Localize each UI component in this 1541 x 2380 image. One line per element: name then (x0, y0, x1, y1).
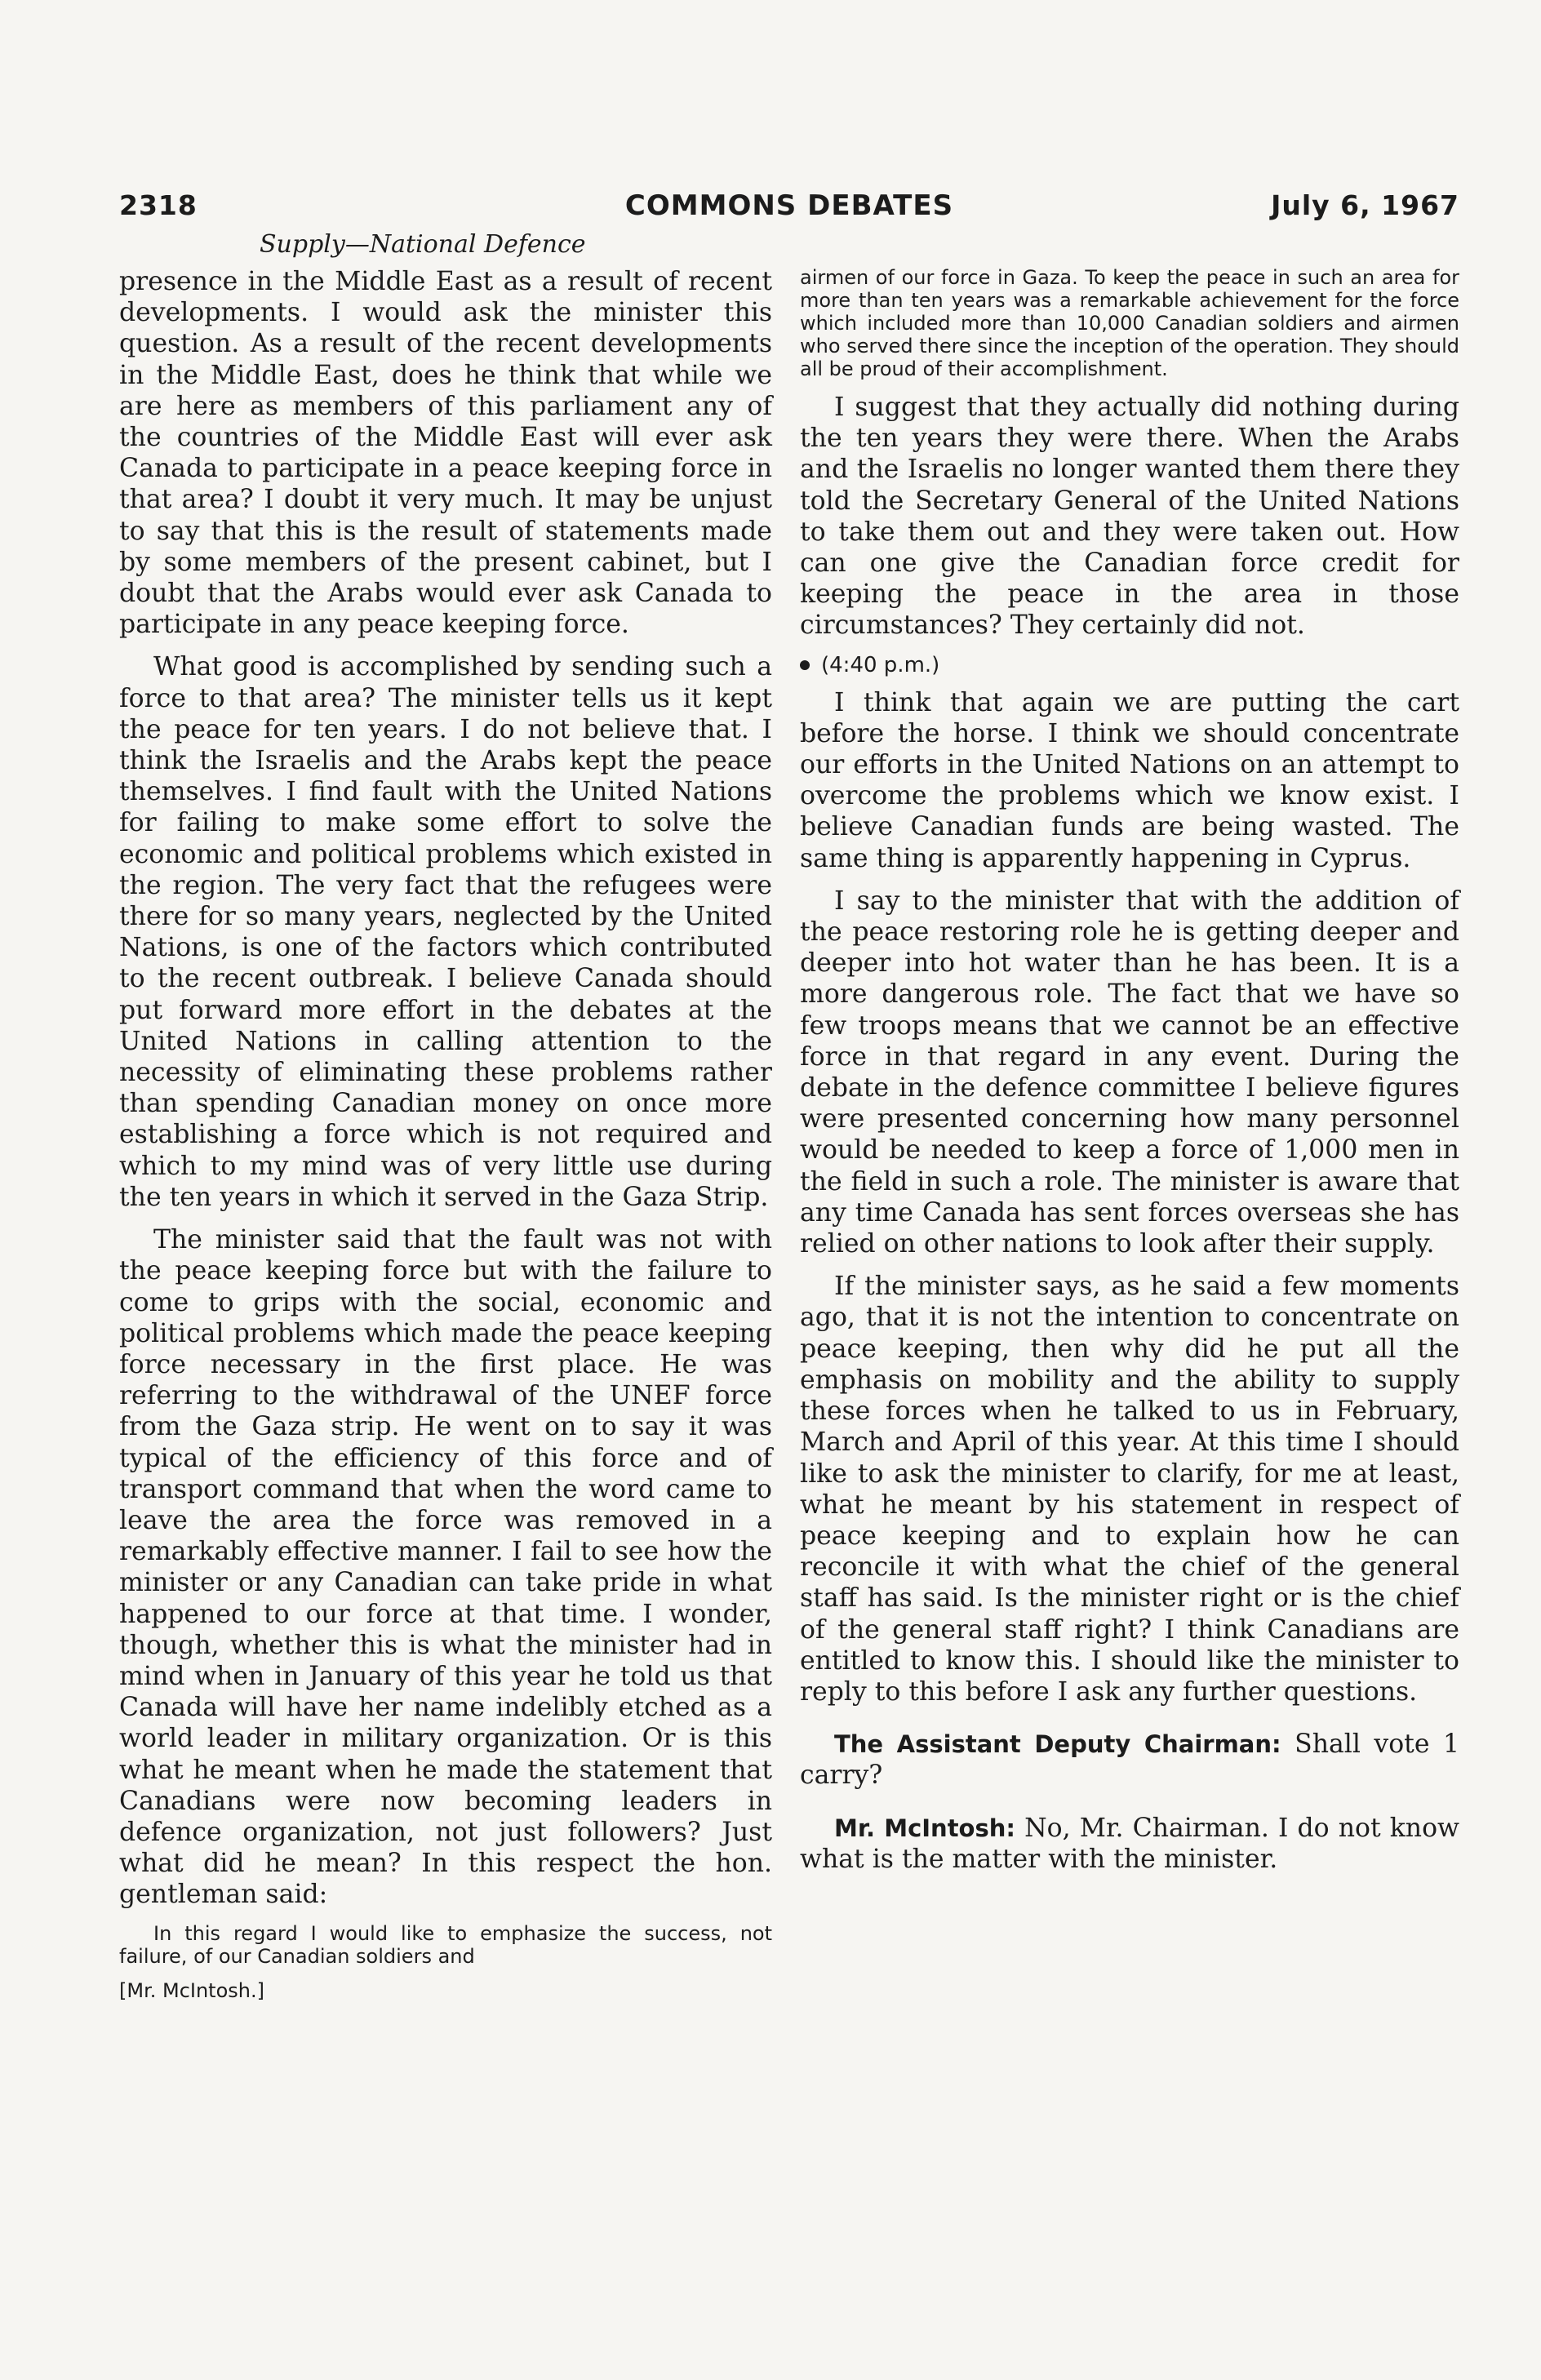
speaker-footer: [Mr. McIntosh.] (119, 1978, 264, 2002)
paragraph: The minister said that the fault was not with the peace keeping force but with the failure to come to grips with the social, economic and political problems which made the peace keeping force necessary in the first place. He was referring to the withdrawal of the UNEF force from the Gaza strip. He went on to say it was typical of the efficiency of this force and of transport command that when the word came to leave the area the force was removed in a remarkably effective manner. I fail to see how the minister or any Canadian can take pride in what happened to our force at that time. I wonder, though, whether this is what the minister had in mind when in January of this year he told us that Canada will have her name indelibly etched as a world leader in military organization. Or is this what he meant when he made the statement that Canadians were now becoming leaders in defence organization, not just followers? Just what did he mean? In this respect the hon. gentleman said: (119, 1225, 772, 1910)
running-header (119, 189, 1459, 227)
speaker-name: The Assistant Deputy Chairman: (834, 1730, 1281, 1759)
section-heading: Supply—National Defence (260, 230, 586, 259)
journal-title: COMMONS DEBATES (624, 189, 954, 222)
quoted-statement: In this regard I would like to emphasize the success, not failure, of our Canadian soldiers and (119, 1921, 772, 1968)
left-column (119, 266, 772, 2002)
page-number: 2318 (119, 189, 198, 221)
paragraph: I suggest that they actually did nothing during the ten years they were there. When the Arabs and the Israelis no longer wanted them there they told the Secretary General of the United Nations to take them out and they were taken out. How can one give the Canadian force credit for keeping the peace in the area in those circumstances? They certainly did not. (800, 393, 1459, 641)
issue-date: July 6, 1967 (1271, 189, 1459, 221)
paragraph: If the minister says, as he said a few moments ago, that it is not the intention to concentrate on peace keeping, then why did he put all the emphasis on mobility and the ability to supply these forces when he talked to us in February, March and April of this year. At this time I should like to ask the minister to clarify, for me at least, what he meant by his statement in respect of peace keeping and to explain how he can reconcile it with what the chief of the general staff has said. Is the minister right or is the chief of the general staff right? I think Canadians are entitled to know this. I should like the minister to reply to this before I ask any further questions. (800, 1272, 1459, 1707)
time-stamp (800, 651, 1459, 679)
exchange-line (800, 1813, 1459, 1875)
paragraph: What good is accomplished by sending such a force to that area? The minister tells us it kept the peace for ten years. I do not believe that. I think the Israelis and the Arabs kept the peace themselves. I find fault with the United Nations for failing to make some effort to solve the economic and political problems which existed in the region. The very fact that the refugees were there for so many years, neglected by the United Nations, is one of the factors which contributed to the recent outbreak. I believe Canada should put forward more effort in the debates at the United Nations in calling attention to the necessity of eliminating these problems rather than spending Canadian money on once more establishing a force which is not required and which to my mind was of very little use during the ten years in which it served in the Gaza Strip. (119, 652, 772, 1212)
bullet-icon (800, 660, 810, 670)
paragraph: presence in the Middle East as a result of recent developments. I would ask the minister this question. As a result of the recent developments in the Middle East, does he think that while we are here as members of this parliament any of the countries of the Middle East will ever ask Canada to participate in a peace keeping force in that area? I doubt it very much. It may be unjust to say that this is the result of statements made by some members of the present cabinet, but I doubt that the Arabs would ever ask Canada to participate in any peace keeping force. (119, 267, 772, 640)
quoted-statement-continued: airmen of our force in Gaza. To keep the peace in such an area for more than ten years was a remarkable achievement for the force which included more than 10,000 Canadian soldiers and airmen who served there since the inception of the operation. They should all be proud of their accomplishment. (800, 266, 1459, 380)
spoken-text: No, Mr. Chairman. I do not know what is the matter with the minister. (800, 1813, 1459, 1874)
spoken-text: Shall vote 1 carry? (800, 1729, 1459, 1791)
paragraph: I say to the minister that with the addition of the peace restoring role he is getting deeper and deeper into hot water than he has been. It is a more dangerous role. The fact that we have so few troops means that we cannot be an effective force in that regard in any event. During the debate in the defence committee I believe figures were presented concerning how many personnel would be needed to keep a force of 1,000 men in the field in such a role. The minister is aware that any time Canada has sent forces overseas she has relied on other nations to look after their supply. (800, 886, 1459, 1259)
right-column (800, 266, 1459, 1875)
paragraph: I think that again we are putting the cart before the horse. I think we should concentrate our efforts in the United Nations on an attempt to overcome the problems which we know exist. I believe Canadian funds are being wasted. The same thing is apparently happening in Cyprus. (800, 687, 1459, 873)
exchange-line (800, 1729, 1459, 1791)
speaker-name: Mr. McIntosh: (834, 1814, 1015, 1842)
time-stamp-text: (4:40 p.m.) (821, 652, 940, 677)
